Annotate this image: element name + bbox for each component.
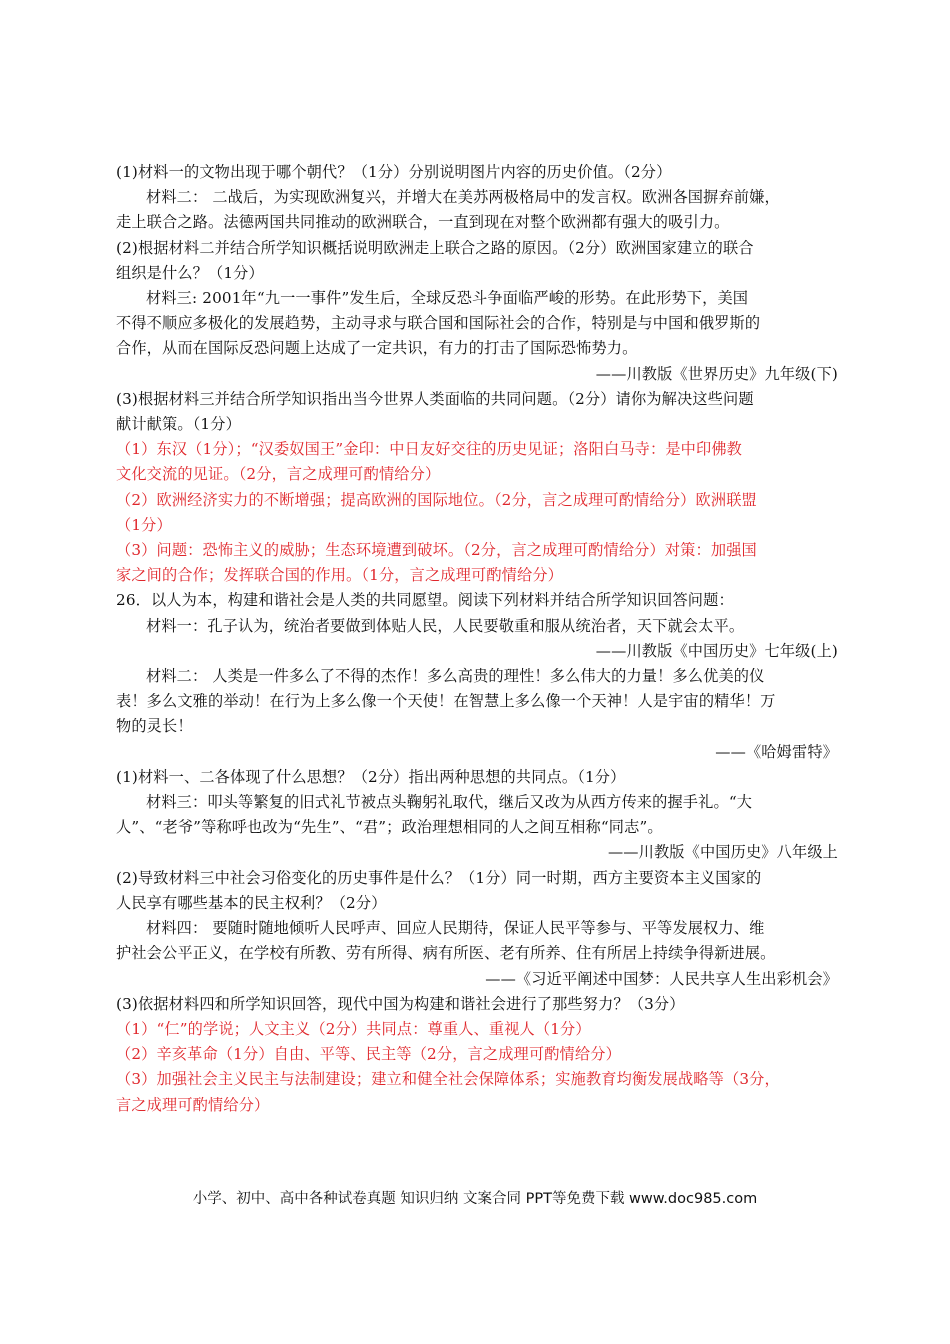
source-citation: ——《哈姆雷特》 <box>715 742 838 761</box>
text-line: (3)依据材料四和所学知识回答，现代中国为构建和谐社会进行了那些努力？（3分） <box>116 994 685 1013</box>
answer-line: 文化交流的见证。（2分，言之成理可酌情给分） <box>116 465 441 484</box>
text-line: 材料四： 要随时随地倾听人民呼声、回应人民期待，保证人民平等参与、平等发展权力、维 <box>146 919 765 938</box>
text-line: 材料二： 二战后，为实现欧洲复兴，并增大在美苏两极格局中的发言权。欧洲各国摒弃前嫌， <box>146 188 780 207</box>
text-line: (1)材料一的文物出现于哪个朝代？（1分）分别说明图片内容的历史价值。（2分） <box>116 163 672 181</box>
text-line: 不得不顺应多极化的发展趋势，主动寻求与联合国和国际社会的合作，特别是与中国和俄罗斯的 <box>116 314 761 333</box>
page-footer: 小学、初中、高中各种试卷真题 知识归纳 文案合同 PPT等免费下载 www.doc985.com <box>192 1191 758 1207</box>
text-line: (2)导致材料三中社会习俗变化的历史事件是什么？（1分）同一时期，西方主要资本主义国家的 <box>116 868 762 887</box>
answer-line: 言之成理可酌情给分） <box>116 1095 270 1114</box>
text-line: 物的灵长！ <box>116 717 193 736</box>
answer-line: （2）辛亥革命（1分）自由、平等、民主等（2分，言之成理可酌情给分） <box>116 1045 621 1064</box>
answer-line: （3）问题：恐怖主义的威胁；生态环境遭到破坏。（2分，言之成理可酌情给分）对策：加强国 <box>116 541 757 560</box>
text-line: 人民享有哪些基本的民主权利？（2分） <box>116 893 387 912</box>
source-citation: ——川教版《中国历史》七年级(上) <box>595 641 838 660</box>
document-body <box>116 160 838 1118</box>
text-line: 人”、“老爷”等称呼也改为“先生”、“君”；政治理想相同的人之间互相称“同志”。 <box>116 818 663 837</box>
source-citation: ——川教版《中国历史》八年级上 <box>607 843 838 862</box>
text-line: 材料二： 人类是一件多么了不得的杰作！多么高贵的理性！多么伟大的力量！多么优美的仪 <box>146 667 765 686</box>
answer-line: （3）加强社会主义民主与法制建设；建立和健全社会保障体系；实施教育均衡发展战略等（3分， <box>116 1070 780 1089</box>
text-line: 表！多么文雅的举动！在行为上多么像一个天使！在智慧上多么像一个天神！人是宇宙的精华！万 <box>116 692 776 711</box>
text-line: 走上联合之路。法德两国共同推动的欧洲联合，一直到现在对整个欧洲都有强大的吸引力。 <box>116 213 730 232</box>
text-line: 献计献策。（1分） <box>116 415 241 434</box>
answer-line: （1分） <box>116 515 172 534</box>
text-line: 材料三：叩头等繁复的旧式礼节被点头鞠躬礼取代，继后又改为从西方传来的握手礼。“大 <box>146 793 753 812</box>
answer-line: （1）“仁”的学说；人文主义（2分）共同点：尊重人、重视人（1分） <box>116 1019 591 1038</box>
text-line: 合作，从而在国际反恐问题上达成了一定共识，有力的打击了国际恐怖势力。 <box>116 339 638 358</box>
text-line: 组织是什么？（1分） <box>116 263 264 282</box>
text-line: 护社会公平正义，在学校有所教、劳有所得、病有所医、老有所养、住有所居上持续争得新进展。 <box>116 944 776 963</box>
answer-line: （2）欧洲经济实力的不断增强；提高欧洲的国际地位。（2分，言之成理可酌情给分）欧洲联盟 <box>116 490 757 509</box>
source-citation: ——川教版《世界历史》九年级(下) <box>595 364 838 383</box>
text-line: 材料三: 2001年“九一一事件”发生后，全球反恐斗争面临严峻的形势。在此形势下，美国 <box>146 289 749 308</box>
text-line: (3)根据材料三并结合所学知识指出当今世界人类面临的共同问题。（2分）请你为解决这些问题 <box>116 389 754 408</box>
text-line: 26．以人为本，构建和谐社会是人类的共同愿望。阅读下列材料并结合所学知识回答问题： <box>116 591 734 610</box>
source-citation: ——《习近平阐述中国梦：人民共享人生出彩机会》 <box>485 969 838 988</box>
text-line: (2)根据材料二并结合所学知识概括说明欧洲走上联合之路的原因。（2分）欧洲国家建立的联合 <box>116 238 754 257</box>
text-line: (1)材料一、二各体现了什么思想？（2分）指出两种思想的共同点。（1分） <box>116 767 626 786</box>
answer-line: （1）东汉（1分）；“汉委奴国王”金印：中日友好交往的历史见证；洛阳白马寺：是中印佛教 <box>116 440 743 459</box>
answer-line: 家之间的合作；发挥联合国的作用。（1分，言之成理可酌情给分） <box>116 566 564 585</box>
text-line: 材料一：孔子认为，统治者要做到体贴人民，人民要敬重和服从统治者，天下就会太平。 <box>146 616 745 635</box>
